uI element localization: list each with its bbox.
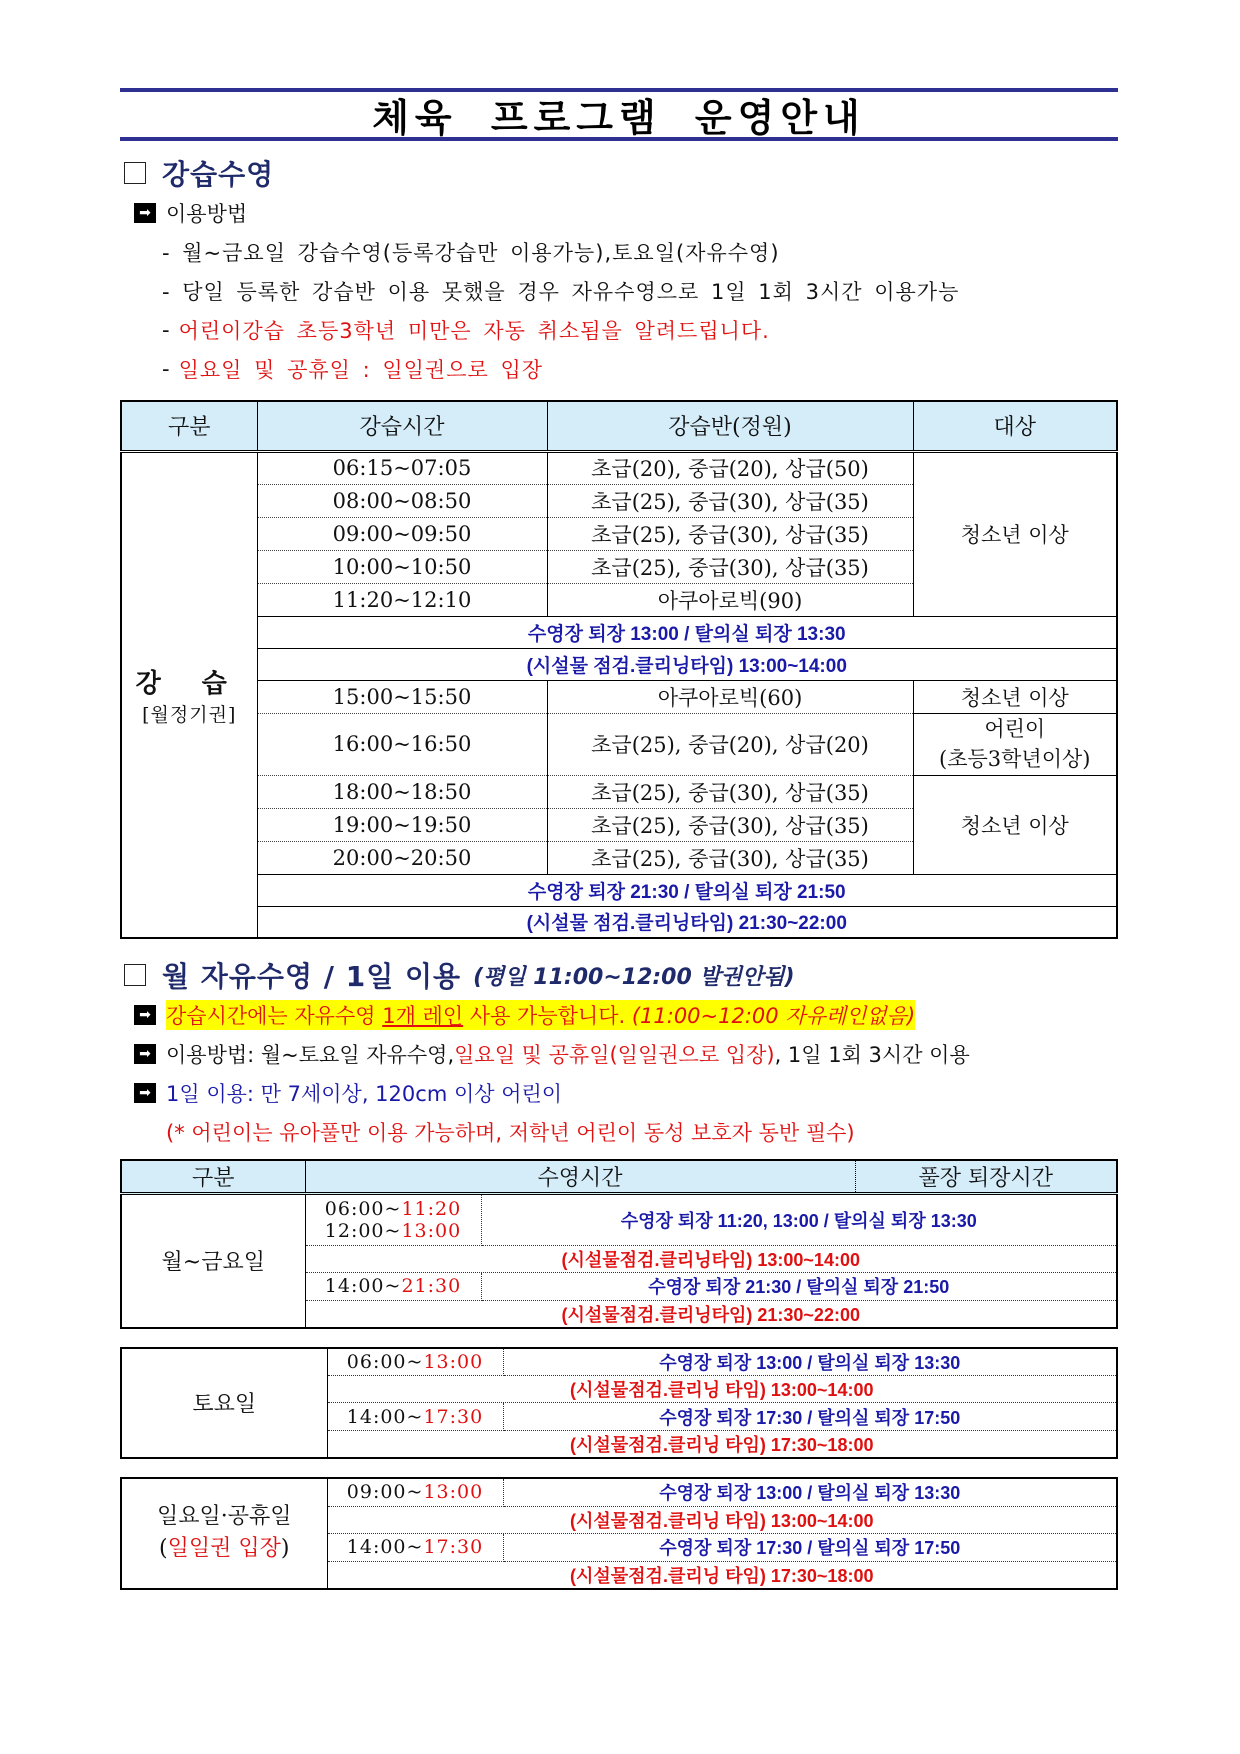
time-cell: 10:00~10:50: [257, 550, 547, 583]
time-cell: [305, 1195, 481, 1245]
page-title: 체육 프로그램 운영안내: [372, 96, 866, 140]
method-bullet: [120, 1034, 1118, 1073]
info-line: - 당일 등록한 강습반 이용 못했을 경우 자유수영으로 1일 1회 3시간 이용가능: [162, 279, 960, 304]
class-cell: 초급(25), 중급(30), 상급(35): [547, 808, 913, 841]
cleaning-time-cell: (시설물점검.클리닝타임) 13:00~14:00: [305, 1245, 1117, 1272]
method-label: 이용방법: [166, 201, 248, 226]
checkbox-icon: [124, 162, 146, 184]
table-row: [121, 1195, 1117, 1245]
time-cell: 16:00~16:50: [257, 713, 547, 775]
table-row: [121, 1478, 1117, 1506]
time-cell: 20:00~20:50: [257, 841, 547, 874]
class-cell: 아쿠아로빅(60): [547, 680, 913, 713]
day-pass-label: 1일 이용: [166, 1081, 247, 1106]
time-end: 11:20: [401, 1197, 462, 1220]
italic-text: (11:00~12:00 자유레인없음): [631, 1003, 916, 1028]
column-header: 풀장 퇴장시간: [855, 1160, 1117, 1194]
lesson-schedule-table: [120, 400, 1118, 939]
saturday-table: [120, 1347, 1118, 1460]
section-title: 월 자유수영 / 1일 이용: [162, 960, 462, 993]
target-cell: 청소년 이상: [913, 680, 1117, 713]
target-label: 어린이: [984, 717, 1046, 741]
column-header: 구분: [121, 1160, 305, 1194]
info-line: - 월~금요일 강습수영(등록강습만 이용가능),토요일(자유수영): [162, 240, 780, 265]
class-cell: 초급(25), 중급(30), 상급(35): [547, 841, 913, 874]
info-line-warning: - 어린이강습 초등3학년 미만은 자동 취소됨을 알려드립니다.: [120, 310, 1118, 349]
exit-time-cell: 수영장 퇴장 13:00 / 탈의실 퇴장 13:30: [503, 1348, 1117, 1376]
time-start: 06:00~: [346, 1350, 424, 1373]
text-part: 강습시간에는 자유수영: [166, 1003, 383, 1028]
time-start: 14:00~: [346, 1536, 424, 1558]
arrow-right-icon: ➡: [134, 203, 156, 223]
category-sub-label: [월정기권]: [142, 703, 237, 726]
child-note: (* 어린이는 유아풀만 이용 가능하며, 저학년 어린이 동성 보호자 동반 필수): [166, 1120, 855, 1145]
notice-row: [121, 906, 1117, 938]
day-pass-value: : 만 7세이상, 120cm 이상 어린이: [246, 1081, 563, 1106]
time-start: 14:00~: [324, 1275, 402, 1297]
day-category: 토요일: [121, 1348, 327, 1459]
paren: (: [159, 1536, 168, 1562]
table-row: [121, 451, 1117, 484]
time-start: 06:00~: [324, 1197, 402, 1220]
time-cell: 19:00~19:50: [257, 808, 547, 841]
text-part: 사용 가능합니다.: [463, 1003, 632, 1028]
time-cell: [305, 1272, 481, 1300]
table-row: [121, 1348, 1117, 1376]
section-lessons-heading: [120, 155, 1118, 191]
time-cell: 08:00~08:50: [257, 484, 547, 517]
warning-text: 일요일 및 공휴일 : 일일권으로 입장: [178, 357, 544, 382]
exit-time-cell: 수영장 퇴장 17:30 / 탈의실 퇴장 17:50: [503, 1533, 1117, 1561]
notice-row: [121, 874, 1117, 906]
cleaning-time-cell: (시설물점검.클리닝 타임) 17:30~18:00: [570, 1565, 874, 1586]
time-cell: [327, 1348, 503, 1376]
time-cell: 11:20~12:10: [257, 583, 547, 616]
time-cell: 15:00~15:50: [257, 680, 547, 713]
cleaning-time-cell: (시설물점검.클리닝타임) 21:30~22:00: [561, 1304, 860, 1325]
arrow-right-icon: ➡: [134, 1044, 156, 1064]
cleaning-time-notice: (시설물 점검.클리닝타임) 21:30~22:00: [257, 906, 1117, 938]
notice-row: [121, 648, 1117, 680]
time-cell: 09:00~09:50: [257, 517, 547, 550]
exit-time-cell: 수영장 퇴장 11:20, 13:00 / 탈의실 퇴장 13:30: [481, 1195, 1117, 1245]
time-cell: [327, 1478, 503, 1506]
cleaning-time-notice: (시설물 점검.클리닝타임) 13:00~14:00: [257, 648, 1117, 680]
target-cell: 청소년 이상: [913, 451, 1117, 616]
exit-time-cell: 수영장 퇴장 21:30 / 탈의실 퇴장 21:50: [481, 1272, 1117, 1300]
method-bullet: [120, 193, 1118, 232]
time-end: 13:00: [423, 1481, 484, 1504]
time-end: 13:00: [401, 1219, 462, 1242]
text-part: , 1일 1회 3시간 이용: [774, 1042, 970, 1067]
exit-time-notice: 수영장 퇴장 21:30 / 탈의실 퇴장 21:50: [257, 874, 1117, 906]
day-category: 월~금요일: [121, 1195, 305, 1328]
section-free-swim-heading: [120, 957, 1118, 993]
arrow-right-icon: ➡: [134, 1005, 156, 1025]
class-cell: 아쿠아로빅(90): [547, 583, 913, 616]
day-pass-bullet: [120, 1073, 1118, 1112]
table-row: [121, 713, 1117, 775]
column-header: 수영시간: [305, 1160, 855, 1194]
free-swim-header-table: [120, 1159, 1118, 1195]
warning-text: 어린이강습 초등3학년 미만은 자동 취소됨을 알려드립니다.: [178, 318, 770, 343]
class-cell: 초급(25), 중급(30), 상급(35): [547, 775, 913, 808]
day-pass-entry-label: 일일권 입장: [167, 1536, 281, 1562]
underlined-text: 1개 레인: [382, 1003, 464, 1028]
section-subtitle: (평일 11:00~12:00 발권안됨): [473, 964, 795, 990]
time-end: 21:30: [401, 1275, 462, 1297]
column-header: 구분: [121, 401, 257, 451]
time-cell: 18:00~18:50: [257, 775, 547, 808]
arrow-right-icon: ➡: [134, 1083, 156, 1103]
table-header-row: [121, 401, 1117, 451]
info-line-warning: - 일요일 및 공휴일 : 일일권으로 입장: [120, 349, 1118, 388]
sunday-holiday-table: [120, 1477, 1118, 1590]
exit-time-cell: 수영장 퇴장 13:00 / 탈의실 퇴장 13:30: [503, 1478, 1117, 1506]
exit-time-notice: 수영장 퇴장 13:00 / 탈의실 퇴장 13:30: [257, 616, 1117, 648]
checkbox-icon: [124, 964, 146, 986]
target-cell: 청소년 이상: [913, 775, 1117, 874]
class-cell: 초급(25), 중급(30), 상급(35): [547, 517, 913, 550]
cleaning-time-cell: (시설물점검.클리닝 타임) 13:00~14:00: [327, 1376, 1117, 1403]
red-text: 일요일 및 공휴일(일일권으로 입장): [454, 1042, 775, 1067]
class-cell: 초급(25), 중급(30), 상급(35): [547, 484, 913, 517]
weekday-table: [120, 1195, 1118, 1329]
lane-notice-text: [166, 1000, 915, 1030]
time-end: 17:30: [423, 1405, 484, 1428]
title-banner: [120, 88, 1118, 141]
cleaning-time-cell: (시설물점검.클리닝 타임) 13:00~14:00: [327, 1506, 1117, 1533]
time-start: 09:00~: [346, 1481, 424, 1504]
column-header: 대상: [913, 401, 1117, 451]
time-cell: [327, 1533, 503, 1561]
class-cell: 초급(25), 중급(30), 상급(35): [547, 550, 913, 583]
table-row: [121, 680, 1117, 713]
table-header-row: [121, 1160, 1117, 1194]
time-start: 14:00~: [346, 1405, 424, 1428]
target-sub-label: (초등3학년이상): [939, 747, 1091, 771]
time-end: 17:30: [423, 1536, 484, 1558]
time-start: 12:00~: [324, 1219, 402, 1242]
category-label: 강 습: [135, 668, 243, 699]
day-label: 일요일·공휴일: [156, 1504, 292, 1530]
column-header: 강습반(정원): [547, 401, 913, 451]
document-page: [120, 88, 1118, 1590]
cleaning-time-cell: (시설물점검.클리닝 타임) 17:30~18:00: [570, 1435, 874, 1455]
target-cell: [913, 713, 1117, 775]
class-cell: 초급(20), 중급(20), 상급(50): [547, 451, 913, 484]
day-category: [121, 1478, 327, 1589]
table-row: [121, 775, 1117, 808]
paren: ): [280, 1536, 290, 1562]
class-cell: 초급(25), 중급(20), 상급(20): [547, 713, 913, 775]
time-end: 13:00: [423, 1350, 484, 1373]
exit-time-cell: 수영장 퇴장 17:30 / 탈의실 퇴장 17:50: [503, 1403, 1117, 1431]
column-header: 강습시간: [257, 401, 547, 451]
time-cell: 06:15~07:05: [257, 451, 547, 484]
time-cell: [327, 1403, 503, 1431]
category-cell: [121, 451, 257, 938]
text-part: 이용방법: 월~토요일 자유수영,: [166, 1042, 455, 1067]
lane-notice-bullet: [120, 995, 1118, 1034]
notice-row: [121, 616, 1117, 648]
section-title: 강습수영: [162, 158, 275, 191]
